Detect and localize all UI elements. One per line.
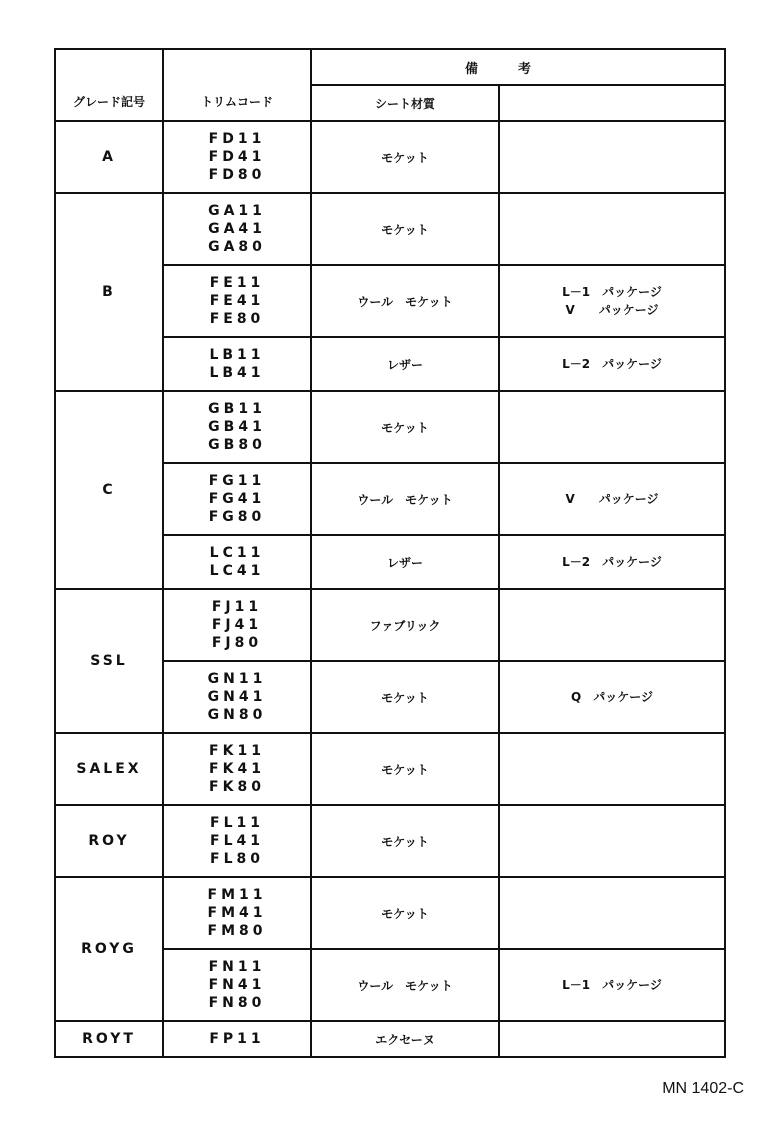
header-remarks — [311, 49, 725, 85]
remark-text: L－2 パッケージ — [562, 555, 662, 569]
trim-code: FN11 — [208, 959, 266, 975]
seat-material-cell: モケット — [311, 877, 499, 949]
trim-code: FP11 — [209, 1031, 265, 1047]
trim-code: GB41 — [208, 419, 266, 435]
grade-cell: SALEX — [55, 733, 163, 805]
remark-text: L－2 パッケージ — [562, 357, 662, 371]
trim-code: FN41 — [208, 977, 266, 993]
trim-code: LB41 — [209, 365, 265, 381]
remark-cell — [499, 535, 725, 589]
trim-code: FJ80 — [211, 635, 263, 651]
table-row — [55, 193, 725, 265]
trim-code-cell — [163, 337, 311, 391]
seat-material-cell: モケット — [311, 391, 499, 463]
table-row — [55, 391, 725, 463]
trim-code: FL80 — [210, 851, 264, 867]
remark-cell — [499, 733, 725, 805]
trim-code: FG80 — [208, 509, 266, 525]
remark-text: L－1 パッケージ — [562, 285, 662, 299]
trim-code-cell — [163, 589, 311, 661]
trim-code: FM11 — [207, 887, 267, 903]
trim-code: FJ11 — [211, 599, 263, 615]
remark-text: V パッケージ — [565, 303, 659, 317]
seat-material-cell: ウール モケット — [311, 463, 499, 535]
header-remarks-label: 備考 — [465, 61, 572, 77]
seat-material-cell: レザー — [311, 337, 499, 391]
table-row — [55, 877, 725, 949]
remark-cell — [499, 265, 725, 337]
grade-cell: ROY — [55, 805, 163, 877]
trim-code: FD80 — [208, 167, 266, 183]
trim-code: GN80 — [207, 707, 267, 723]
seat-material-cell: モケット — [311, 193, 499, 265]
trim-code: FK11 — [209, 743, 265, 759]
trim-code-cell — [163, 121, 311, 193]
trim-code: FM41 — [207, 905, 267, 921]
remark-cell — [499, 877, 725, 949]
remark-cell — [499, 589, 725, 661]
trim-code: FG11 — [208, 473, 266, 489]
trim-code: GB11 — [208, 401, 266, 417]
seat-material-cell: ウール モケット — [311, 265, 499, 337]
grade-cell: ROYG — [55, 877, 163, 1021]
trim-code: FE11 — [209, 275, 265, 291]
trim-code-cell — [163, 733, 311, 805]
remark-cell — [499, 805, 725, 877]
trim-code: FE80 — [209, 311, 265, 327]
remark-cell — [499, 337, 725, 391]
trim-code: LC41 — [209, 563, 265, 579]
header-seat-material-label: シート材質 — [374, 96, 435, 111]
trim-code: FK80 — [209, 779, 265, 795]
trim-code: FD11 — [208, 131, 266, 147]
trim-code-cell — [163, 805, 311, 877]
trim-code-cell — [163, 661, 311, 733]
trim-code-cell — [163, 1021, 311, 1057]
seat-material-cell: モケット — [311, 121, 499, 193]
trim-code: GA41 — [208, 221, 266, 237]
trim-code-cell — [163, 949, 311, 1021]
table-row — [55, 121, 725, 193]
remark-cell — [499, 661, 725, 733]
trim-code-cell — [163, 535, 311, 589]
trim-code: GN11 — [207, 671, 267, 687]
trim-code-cell — [163, 391, 311, 463]
trim-code: FE41 — [209, 293, 265, 309]
seat-material-cell: ファブリック — [311, 589, 499, 661]
trim-code-cell — [163, 193, 311, 265]
trim-code-cell — [163, 463, 311, 535]
remark-cell — [499, 463, 725, 535]
trim-code: LC11 — [209, 545, 265, 561]
trim-code: GA11 — [208, 203, 266, 219]
seat-material-cell: レザー — [311, 535, 499, 589]
seat-material-cell: ウール モケット — [311, 949, 499, 1021]
table-row — [55, 805, 725, 877]
document-code: MN 1402-C — [662, 1080, 744, 1097]
seat-material-cell: モケット — [311, 805, 499, 877]
header-trim-code-label: トリムコード — [200, 95, 273, 109]
table-row — [55, 589, 725, 661]
trim-code: FD41 — [208, 149, 266, 165]
grade-cell: ROYT — [55, 1021, 163, 1057]
remark-text: L－1 パッケージ — [562, 978, 662, 992]
grade-cell: A — [55, 121, 163, 193]
trim-code-cell — [163, 265, 311, 337]
trim-code: FJ41 — [211, 617, 263, 633]
seat-material-cell: モケット — [311, 733, 499, 805]
seat-material-cell: エクセーヌ — [311, 1021, 499, 1057]
seat-material-cell: モケット — [311, 661, 499, 733]
trim-code: FM80 — [207, 923, 267, 939]
header-grade-label: グレード記号 — [72, 95, 145, 109]
trim-code-cell — [163, 877, 311, 949]
grade-cell: C — [55, 391, 163, 589]
header-blank — [499, 85, 725, 121]
header-seat-material — [311, 85, 499, 121]
remark-cell — [499, 121, 725, 193]
remark-cell — [499, 391, 725, 463]
remark-text: V パッケージ — [565, 492, 659, 506]
header-trim-code — [163, 49, 311, 121]
trim-code-table — [54, 48, 726, 1058]
trim-code: GN41 — [207, 689, 267, 705]
trim-code: FL41 — [210, 833, 264, 849]
grade-cell: B — [55, 193, 163, 391]
remark-cell — [499, 193, 725, 265]
trim-code: GA80 — [208, 239, 266, 255]
remark-cell — [499, 949, 725, 1021]
trim-code: FL11 — [210, 815, 264, 831]
header-grade — [55, 49, 163, 121]
grade-cell: SSL — [55, 589, 163, 733]
trim-code: GB80 — [208, 437, 266, 453]
table-row — [55, 1021, 725, 1057]
trim-code: LB11 — [209, 347, 265, 363]
trim-code: FK41 — [209, 761, 265, 777]
remark-cell — [499, 1021, 725, 1057]
trim-code: FG41 — [208, 491, 266, 507]
table-row — [55, 733, 725, 805]
remark-text: Q パッケージ — [571, 690, 653, 704]
trim-code: FN80 — [208, 995, 266, 1011]
